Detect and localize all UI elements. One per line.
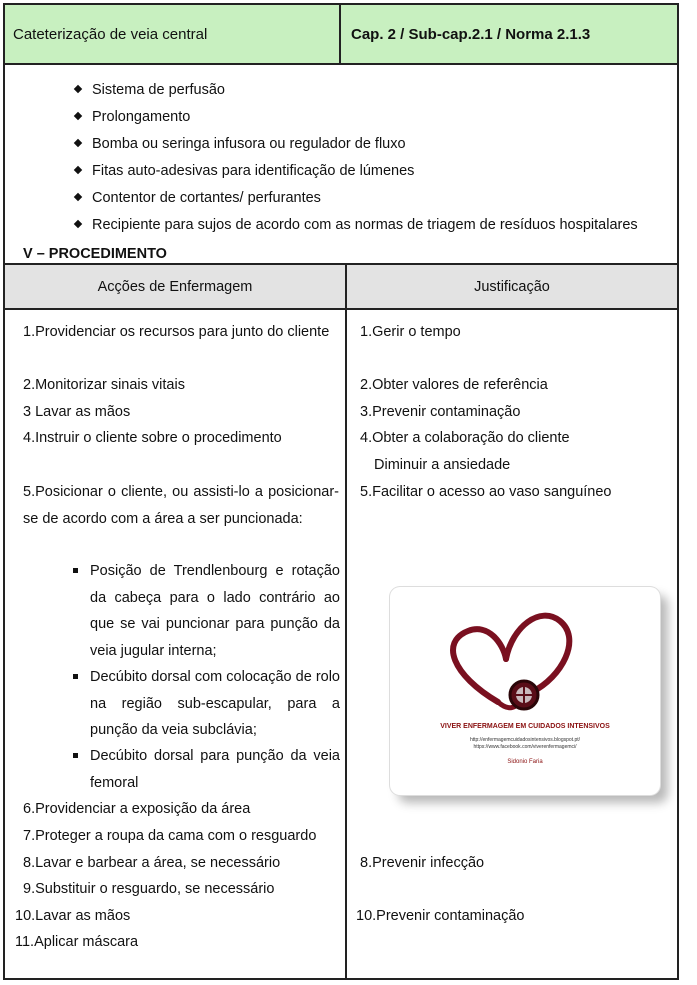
action-4: 4.Instruir o cliente sobre o procedimento xyxy=(23,430,282,446)
diamond-bullet-icon xyxy=(74,139,82,147)
action-5-option-3: Decúbito dorsal para punção da veia femoral xyxy=(90,743,340,796)
blog-logo xyxy=(390,587,660,795)
action-8: 8.Lavar e barbear a área, se necessário xyxy=(23,855,281,871)
column-header-actions: Acções de Enfermagem xyxy=(97,278,253,295)
diamond-bullet-icon xyxy=(74,112,82,120)
justification-3: 3.Prevenir contaminação xyxy=(360,404,521,420)
logo-title: VIVER ENFERMAGEM EM CUIDADOS INTENSIVOS xyxy=(440,723,610,730)
justification-4: 4.Obter a colaboração do cliente xyxy=(360,430,570,446)
action-5-option-2: Decúbito dorsal com colocação de rolo na região sub-escapular, para a punção da veia subclávia; xyxy=(90,664,340,744)
document-header xyxy=(5,5,677,65)
diamond-bullet-icon xyxy=(74,85,82,93)
diamond-bullet-icon xyxy=(74,220,82,228)
diamond-bullet-icon xyxy=(74,166,82,174)
materials-list xyxy=(75,77,638,239)
action-1: 1.Providenciar os recursos para junto do cliente xyxy=(23,324,330,340)
list-item: Bomba ou seringa infusora ou regulador de fluxo xyxy=(75,131,638,158)
list-item: Recipiente para sujos de acordo com as normas de triagem de resíduos hospitalares xyxy=(75,212,638,239)
action-5-option-1: Posição de Trendlenbourg e rotação da cabeça para o lado contrário ao que se vai puncionar para punção da veia jugular interna; xyxy=(90,558,340,664)
square-bullet-icon xyxy=(73,674,78,679)
justification-5: 5.Facilitar o acesso ao vaso sanguíneo xyxy=(360,484,612,500)
diamond-bullet-icon xyxy=(74,193,82,201)
justification-2: 2.Obter valores de referência xyxy=(360,377,548,393)
list-item: Fitas auto-adesivas para identificação de lúmenes xyxy=(75,158,638,185)
logo-author: Sidonio Faria xyxy=(507,759,543,765)
action-10: 10.Lavar as mãos xyxy=(15,908,131,924)
action-2: 2.Monitorizar sinais vitais xyxy=(23,377,185,393)
logo-facebook-url[interactable]: https://www.facebook.com/viverenfermagemci/ xyxy=(473,744,577,750)
norm-reference: Cap. 2 / Sub-cap.2.1 / Norma 2.1.3 xyxy=(351,25,591,43)
square-bullet-icon xyxy=(73,753,78,758)
procedure-title: Cateterização de veia central xyxy=(5,5,341,63)
document-frame xyxy=(3,3,679,980)
action-6: 6.Providenciar a exposição da área xyxy=(23,801,251,817)
column-header-justification: Justificação xyxy=(474,278,550,295)
justification-10: 10.Prevenir contaminação xyxy=(356,908,525,924)
stethoscope-heart-icon xyxy=(390,587,660,727)
table-header xyxy=(5,263,677,310)
list-item: Contentor de cortantes/ perfurantes xyxy=(75,185,638,212)
action-11: 11.Aplicar máscara xyxy=(15,934,139,950)
section-title: V – PROCEDIMENTO xyxy=(23,246,167,262)
action-9: 9.Substituir o resguardo, se necessário xyxy=(23,881,275,897)
action-7: 7.Proteger a roupa da cama com o resguardo xyxy=(23,828,317,844)
justification-8: 8.Prevenir infecção xyxy=(360,855,485,871)
action-3: 3 Lavar as mãos xyxy=(23,404,131,420)
justification-4b: Diminuir a ansiedade xyxy=(374,457,511,473)
list-item: Prolongamento xyxy=(75,104,638,131)
square-bullet-icon xyxy=(73,568,78,573)
action-5: 5.Posicionar o cliente, ou assisti-lo a posicionar-se de acordo com a área a ser puncionada: xyxy=(23,484,339,527)
logo-blog-url[interactable]: http://enfermagemcuidadosintensivos.blogspot.pt/ xyxy=(469,737,581,743)
list-item: Sistema de perfusão xyxy=(75,77,638,104)
justification-1: 1.Gerir o tempo xyxy=(360,324,461,340)
